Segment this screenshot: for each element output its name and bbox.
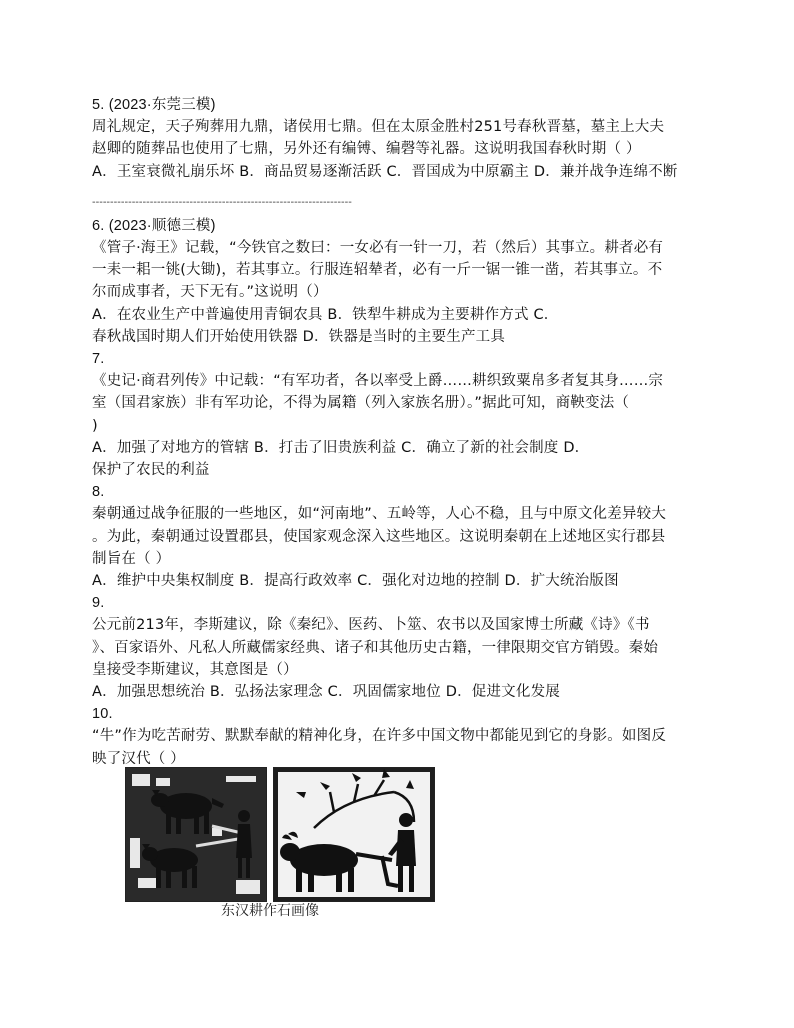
question-stem-line: 周礼规定，天子殉葬用九鼎，诸侯用七鼎。但在太原金胜村251号春秋晋墓，墓主上大夫 [92,119,665,136]
rubbing-right-image [273,767,435,902]
question-7 [92,348,712,481]
question-stem-line: 一耒一耜一铫(大锄)，若其事立。行服连轺辇者，必有一斤一锯一锥一凿，若其事立。不 [92,262,663,279]
question-6 [92,215,712,348]
question-stem-line: 《史记·商君列传》中记载：“有军功者，各以率受上爵……耕织致粟帛多者复其身……宗 [92,373,664,390]
question-header: 5. (2023·东莞三模) [92,97,216,113]
question-stem-line: 室（国君家族）非有军功论，不得为属籍（列入家族名册）。”据此可知，商鞅变法（ [92,395,630,412]
question-header: 8. [92,484,105,501]
question-stem-line: ) [92,417,98,434]
rubbing-left-image [125,767,267,902]
answer-options: A．加强思想统治 B．弘扬法家理念 C．巩固儒家地位 D．促进文化发展 [92,684,560,701]
answer-options: A．在农业生产中普遍使用青铜农具 B．铁犁牛耕成为主要耕作方式 C． [92,306,559,323]
question-9 [92,592,712,703]
question-stem-line: 公元前213年，李斯建议，除《秦纪》、医药、卜筮、农书以及国家博士所藏《诗》《书 [92,617,650,634]
answer-options: 保护了农民的利益 [92,462,210,479]
question-header: 6. (2023·顺德三模) [92,217,216,234]
question-stem-line: 《管子·海王》记载，“今铁官之数曰：一女必有一针一刀，若（然后）其事立。耕者必有 [92,240,664,257]
question-stem-line: 》、百家语外、凡私人所藏儒家经典、诸子和其他历史古籍，一律限期交官方销毁。秦始 [92,639,659,656]
figure-caption: 东汉耕作石画像 [221,903,319,919]
question-stem-line: 制旨在（ ） [92,550,171,567]
ox-plowing-rubbing-left [126,768,266,901]
question-8 [92,481,712,592]
answer-options: 春秋战国时期人们开始使用铁器 D．铁器是当时的主要生产工具 [92,328,506,345]
question-header: 10. [92,706,113,723]
question-stem-line: 秦朝通过战争征服的一些地区，如“河南地”、五岭等，人心不稳，且与中原文化差异较大 [92,506,667,523]
question-5 [92,94,712,183]
question-stem-line: 映了汉代（ ） [92,750,186,767]
question-header: 9. [92,595,105,612]
stone-relief-figure [125,767,435,927]
question-header: 7. [92,351,105,368]
question-sheet [92,94,712,770]
answer-options: A．维护中央集权制度 B．提高行政效率 C．强化对边地的控制 D．扩大统治版图 [92,573,619,590]
separator-line: ------------------------------------------------------------------------ [92,196,352,208]
answer-options: A．王室衰微礼崩乐坏 B．商品贸易逐渐活跃 C．晋国成为中原霸主 D．兼并战争连绵不断 [92,163,678,180]
question-stem-line: 。为此，秦朝通过设置郡县，使国家观念深入这些地区。这说明秦朝在上述地区实行郡县 [92,528,666,545]
answer-options: A．加强了对地方的管辖 B．打击了旧贵族利益 C．确立了新的社会制度 D． [92,439,590,456]
question-stem-line: “牛”作为吃苦耐劳、默默奉献的精神化身，在许多中国文物中都能见到它的身影。如图反 [92,728,667,745]
question-stem-line: 尔而成事者，天下无有。”这说明（） [92,284,328,301]
question-stem-line: 皇接受李斯建议，其意图是（） [92,661,298,678]
ox-plowing-rubbing-right [274,768,434,901]
question-10 [92,703,712,770]
question-stem-line: 赵卿的随葬品也使用了七鼎，另外还有编镈、编磬等礼器。这说明我国春秋时期（ ） [92,141,641,158]
